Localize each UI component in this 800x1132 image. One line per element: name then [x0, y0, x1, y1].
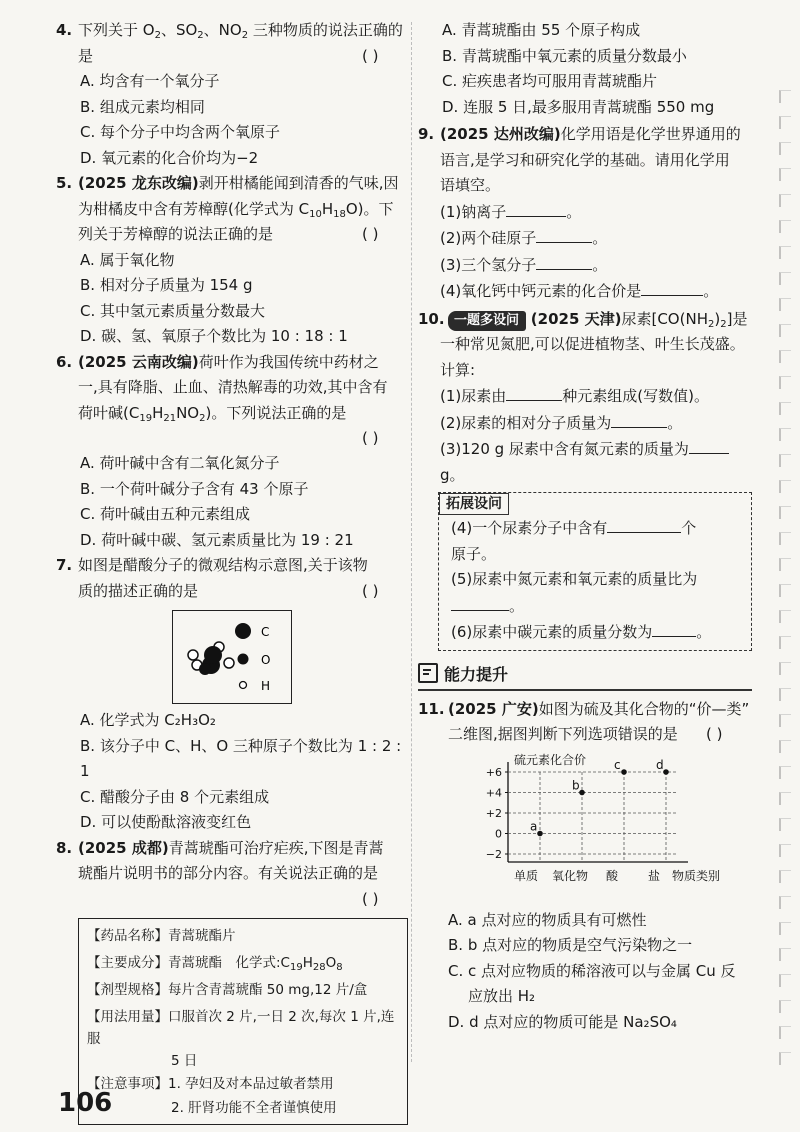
q5-line3 — [56, 222, 408, 248]
option-c-cont: 应放出 H₂ — [468, 987, 536, 1005]
legend-h: H — [261, 679, 271, 693]
box-value: 青蒿琥酯 化学式:C — [168, 954, 290, 971]
q7-line1: 如图是醋酸分子的微观结构示意图,关于该物 — [78, 556, 368, 574]
option-b: B. 一个荷叶碱分子含有 43 个原子 — [80, 479, 309, 498]
sub-text-end: g。 — [440, 465, 465, 484]
q7-line2-text: 质的描述正确的是 — [78, 581, 199, 600]
option-b: B. 组成元素均相同 — [80, 97, 205, 116]
box-row-spec — [87, 977, 399, 1004]
q10-sub4 — [451, 515, 745, 542]
question-4: 4. 下列关于 $O_2$、$SO_2$、$NO_2$ 三种物质的说法正确的 — [56, 18, 408, 44]
point-label-b: b — [572, 778, 580, 792]
q11-line2-text: 二维图,据图判断下列选项错误的是 — [448, 725, 678, 743]
question-6 — [56, 350, 408, 376]
point-a — [537, 830, 543, 836]
question-7 — [56, 553, 408, 579]
box-label: 【剂型规格】 — [87, 981, 168, 998]
option-d: D. 连服 5 日,最多服用青蒿琥酯 550 mg — [442, 97, 715, 116]
legend-o: O — [261, 653, 271, 667]
option-a: A. a 点对应的物质具有可燃性 — [448, 910, 647, 929]
option-a: A. 青蒿琥酯由 55 个原子构成 — [442, 21, 641, 39]
option-d: D. d 点对应的物质可能是 Na₂SO₄ — [448, 1012, 677, 1031]
q10-sub6 — [451, 619, 745, 646]
answer-blank[interactable] — [536, 252, 592, 270]
column-divider — [411, 22, 412, 1062]
chart-title: 硫元素化合价 — [514, 752, 587, 767]
sub-text-end: 。 — [667, 413, 683, 432]
option-c: C. 醋酸分子由 8 个元素组成 — [80, 787, 270, 806]
q10-sub4-cont: 原子。 — [451, 544, 497, 563]
valence-type-chart — [458, 750, 752, 904]
box-value-h: H — [302, 954, 313, 971]
option-b: B. 该分子中 C、H、O 三种原子个数比为 1 : 2 : 1 — [80, 736, 402, 780]
q4-stem-b: 、SO — [160, 21, 198, 39]
q10-line1c: ]是 — [726, 309, 748, 328]
box-value-o: O — [325, 954, 337, 971]
question-number: 5. — [56, 174, 73, 192]
q10-line2: 一种常见氮肥,可以促进植物茎、叶生长茂盛。 — [440, 335, 745, 353]
answer-paren[interactable]: ( ) — [362, 581, 379, 600]
option-a: A. 荷叶碱中含有二氧化氮分子 — [80, 454, 280, 472]
q11-line1: 如图为硫及其化合物的“价—类” — [538, 699, 750, 718]
y-tick-label: −2 — [485, 847, 502, 861]
y-tick-label: +2 — [485, 806, 502, 820]
molecule-svg — [173, 611, 291, 703]
answer-blank[interactable] — [689, 436, 729, 454]
q10-sub5-cont — [451, 593, 745, 620]
question-number: 10. — [418, 309, 445, 328]
point-label-c: c — [614, 757, 621, 772]
q6-paren-line — [56, 426, 408, 451]
answer-blank[interactable] — [611, 410, 667, 428]
q9-line2: 语言,是学习和研究化学的基础。请用化学用 — [440, 150, 730, 169]
category-label: 酸 — [605, 868, 619, 883]
acetic-acid-molecule-diagram — [172, 610, 292, 704]
question-number: 11. — [418, 699, 445, 718]
category-label: 氧化物 — [551, 868, 589, 883]
q10-line3: 计算: — [440, 360, 476, 379]
option-c: C. 每个分子中均含两个氧原子 — [80, 123, 281, 141]
q10-sub1 — [418, 383, 752, 410]
option-c: C. 荷叶碱由五种元素组成 — [80, 505, 251, 523]
answer-paren[interactable]: ( ) — [706, 725, 723, 743]
option-b: B. 相对分子质量为 154 g — [80, 276, 253, 294]
extension-title: 拓展设问 — [439, 493, 509, 515]
extension-box — [438, 492, 752, 651]
left-column — [56, 18, 408, 1129]
q6-line2: 一,具有降脂、止血、清热解毒的功效,其中含有 — [78, 378, 388, 396]
y-tick-label: +6 — [485, 765, 502, 779]
question-source: (2025 成都) — [78, 838, 169, 857]
question-source: (2025 龙东改编) — [78, 174, 199, 192]
box-label: 【用法用量】 — [87, 1008, 168, 1025]
box-label: 【药品名称】 — [87, 927, 168, 944]
option-b: B. b 点对应的物质是空气污染物之一 — [448, 936, 693, 954]
sub-text: (2)尿素的相对分子质量为 — [440, 413, 612, 432]
edit-icon — [418, 663, 438, 683]
q4-stem-d: 三种物质的说法正确的 — [248, 21, 403, 39]
option-d: D. 可以使酚酞溶液变红色 — [80, 813, 252, 831]
sub-text: (3)三个氢分子 — [440, 255, 537, 274]
q9-sub1 — [418, 199, 752, 226]
sub-text-end: 。 — [509, 596, 525, 615]
point-d — [663, 769, 669, 775]
sub-text: (2)两个硅原子 — [440, 229, 537, 247]
box-value: 口服首次 2 片,一日 2 次,每次 1 片,连服 — [87, 1008, 395, 1047]
box-label: 【主要成分】 — [87, 954, 168, 971]
section-title: 能力提升 — [444, 664, 509, 684]
q5-line1: 剥开柑橘能闻到清香的气味,因 — [198, 174, 399, 192]
y-tick-label: 0 — [495, 827, 502, 840]
box-value: 青蒿琥酯片 — [168, 927, 236, 944]
question-source: (2025 广安) — [448, 699, 539, 718]
box-value: 每片含青蒿琥酯 50 mg,12 片/盒 — [168, 981, 368, 998]
answer-blank[interactable] — [506, 199, 566, 217]
option-c: C. c 点对应物质的稀溶液可以与金属 Cu 反 — [448, 961, 736, 980]
q5-line2c: O)。下 — [345, 199, 394, 218]
option-a: A. 属于氧化物 — [80, 250, 175, 269]
q9-sub4 — [418, 278, 752, 305]
question-source: (2025 天津) — [530, 309, 622, 328]
q11-line2 — [418, 722, 752, 748]
q9-sub3 — [418, 252, 752, 279]
answer-blank[interactable] — [641, 278, 703, 296]
question-source: (2025 达州改编) — [440, 125, 561, 143]
answer-paren[interactable]: ( ) — [362, 46, 379, 65]
answer-blank[interactable] — [652, 619, 696, 637]
question-11 — [418, 697, 752, 723]
q9-line3: 语填空。 — [440, 176, 501, 194]
binding-edge — [772, 90, 798, 1050]
option-d: D. 荷叶碱中碳、氢元素质量比为 19 : 21 — [80, 530, 354, 549]
answer-paren[interactable]: ( ) — [362, 429, 379, 447]
q5-line2b: H — [321, 199, 334, 218]
sub-text: (1)尿素由 — [440, 387, 507, 405]
question-number: 6. — [56, 352, 73, 371]
option-c: C. 其中氢元素质量分数最大 — [80, 301, 266, 320]
q4-stem-line2: 是 — [78, 46, 94, 65]
option-c: C. 疟疾患者均可服用青蒿琥酯片 — [442, 72, 658, 90]
option-d: D. 氧元素的化合价均为−2 — [80, 148, 259, 167]
q4-stem: 下列关于 O — [78, 21, 155, 39]
q8-line2: 琥酯片说明书的部分内容。有关说法正确的是 — [78, 864, 379, 882]
x-axis-label: 物质类别 — [671, 868, 721, 883]
sub-text-end: 种元素组成(写数值)。 — [562, 387, 709, 405]
q6-line1: 荷叶作为我国传统中药材之 — [198, 352, 379, 371]
option-d: D. 碳、氢、氧原子个数比为 10 : 18 : 1 — [80, 327, 348, 345]
option-a: A. 化学式为 C₂H₃O₂ — [80, 711, 216, 729]
sub-text-end: 。 — [696, 623, 712, 641]
right-column — [418, 18, 752, 1035]
q5-line2a: 为柑橘皮中含有芳樟醇(化学式为 C — [78, 199, 310, 218]
point-c — [621, 769, 627, 775]
q9-sub2 — [418, 225, 752, 252]
box-row-usage — [87, 1004, 399, 1072]
q6-line3d: )。下列说法正确的是 — [205, 403, 347, 422]
question-source: (2025 云南改编) — [78, 352, 199, 371]
category-label: 盐 — [647, 868, 661, 883]
box-value-cont: 5 日 — [171, 1052, 198, 1069]
q10-sub2 — [418, 410, 752, 437]
question-number: 7. — [56, 556, 73, 574]
multi-question-badge: 一题多设问 — [448, 311, 526, 331]
q6-line3b: H — [152, 403, 164, 422]
question-number: 8. — [56, 838, 73, 857]
answer-blank[interactable] — [506, 383, 562, 401]
drug-instructions-box — [78, 918, 408, 1125]
q10-sub3 — [418, 436, 752, 488]
sub-end: 。 — [592, 229, 608, 247]
question-10: 10. 一题多设问 (2025 天津)尿素$[CO(NH_2)_2]$是 — [418, 307, 752, 333]
question-9 — [418, 122, 752, 148]
sub-text: (3)120 g 尿素中含有氮元素的质量为 — [440, 440, 689, 458]
q8-line1: 青蒿琥酯可治疗疟疾,下图是青蒿 — [168, 838, 384, 857]
page-number: 106 — [58, 1088, 113, 1118]
chart-svg — [458, 750, 758, 900]
box-label: 【注意事项】 — [87, 1075, 168, 1092]
question-5 — [56, 171, 408, 197]
point-label-d: d — [656, 757, 664, 772]
q6-line3c: NO — [176, 403, 200, 422]
q9-line1: 化学用语是化学世界通用的 — [560, 125, 741, 143]
sub-text-end: 个 — [681, 519, 697, 537]
point-b — [579, 789, 585, 795]
q10-sub5: (5)尿素中氮元素和氧元素的质量比为 — [451, 570, 698, 588]
box-value: 1. 孕妇及对本品过敏者禁用 — [168, 1075, 334, 1092]
answer-paren[interactable]: ( ) — [362, 225, 379, 243]
q5-line3-text: 列关于芳樟醇的说法正确的是 — [78, 225, 274, 243]
category-label: 单质 — [513, 868, 539, 883]
q4-stem-c: 、NO — [203, 21, 242, 39]
option-a: A. 均含有一个氧分子 — [80, 72, 220, 90]
sub-end: 。 — [592, 255, 608, 274]
q10-line1a: 尿素[CO(NH — [621, 309, 708, 328]
question-8 — [56, 836, 408, 862]
sub-text: (6)尿素中碳元素的质量分数为 — [451, 623, 653, 641]
answer-paren[interactable]: ( ) — [362, 889, 379, 908]
sub-end: 。 — [703, 282, 719, 300]
option-b: B. 青蒿琥酯中氧元素的质量分数最小 — [442, 46, 687, 65]
q7-line2 — [56, 579, 408, 605]
q5-line2: 为柑橘皮中含有芳樟醇(化学式为 $C_{10}H_{18}O$)。下 — [78, 199, 394, 220]
q6-line3a: 荷叶碱(C — [78, 403, 140, 422]
q8-paren-line — [56, 887, 408, 912]
sub-text: (4)一个尿素分子中含有 — [451, 519, 608, 537]
sub-text: (1)钠离子 — [440, 202, 507, 221]
q10-line1b: ) — [714, 309, 721, 328]
answer-blank[interactable] — [536, 225, 592, 243]
answer-blank[interactable] — [451, 593, 509, 611]
sub-end: 。 — [566, 202, 582, 221]
answer-blank[interactable] — [607, 515, 681, 533]
sub-text: (4)氧化钙中钙元素的化合价是 — [440, 282, 642, 300]
box-row-ingredient: 【主要成分】青蒿琥酯 化学式$:C_{19}H_{28}O_8$ — [87, 954, 343, 973]
legend-c: C — [261, 625, 270, 639]
question-number: 9. — [418, 125, 435, 143]
q4-line2 — [56, 44, 408, 70]
question-number: 4. — [56, 21, 73, 39]
section-heading — [418, 661, 752, 691]
point-label-a: a — [530, 819, 538, 833]
y-tick-label: +4 — [485, 786, 502, 799]
box-value-cont: 2. 肝肾功能不全者谨慎使用 — [171, 1099, 337, 1116]
box-row-name — [87, 923, 399, 950]
box-row-notes — [87, 1072, 399, 1120]
q6-line3: 荷叶碱$(C_{19}H_{21}NO_2)$。下列说法正确的是 — [78, 403, 347, 424]
